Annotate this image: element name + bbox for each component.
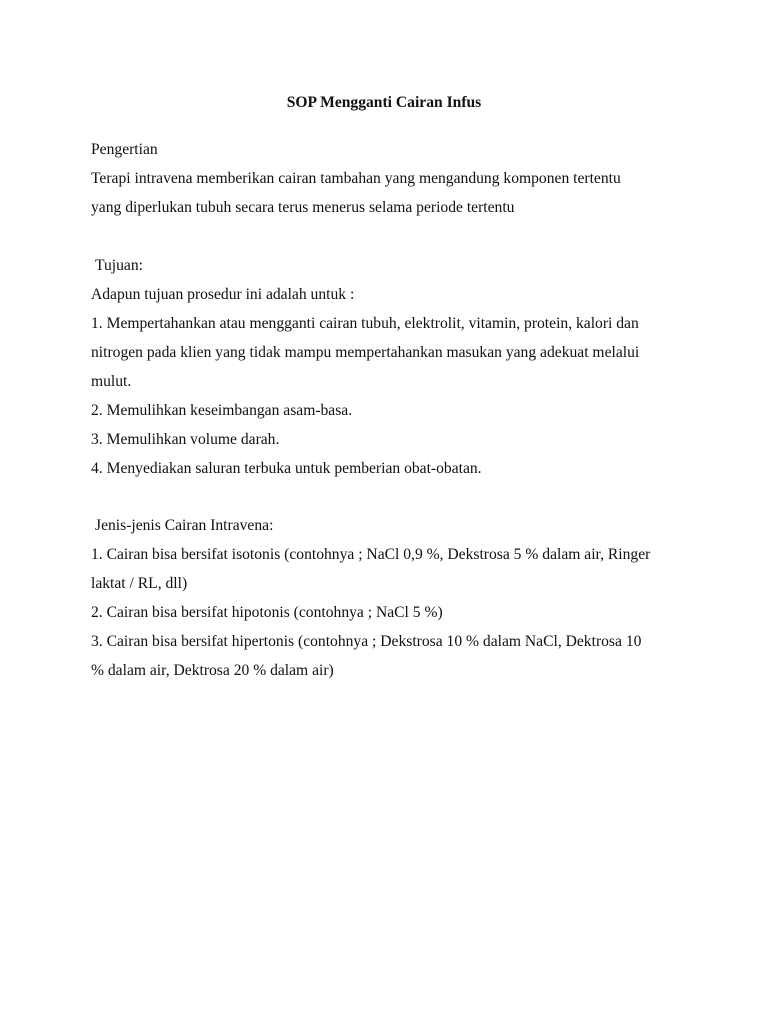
tujuan-line-1: 1. Mempertahankan atau mengganti cairan tubuh, elektrolit, vitamin, protein, kalori dan [91,315,639,332]
pengertian-line-2: yang diperlukan tubuh secara terus menerus selama periode tertentu [91,199,515,216]
tujuan-line-4: 2. Memulihkan keseimbangan asam-basa. [91,402,353,419]
tujuan-line-6: 4. Menyediakan saluran terbuka untuk pemberian obat-obatan. [91,460,482,477]
jenis-line-4: 3. Cairan bisa bersifat hipertonis (contohnya ; Dekstrosa 10 % dalam NaCl, Dektrosa 10 [91,633,642,650]
jenis-line-1: 1. Cairan bisa bersifat isotonis (contohnya ; NaCl 0,9 %, Dekstrosa 5 % dalam air, Ringer [91,546,651,563]
pengertian-line-1: Terapi intravena memberikan cairan tambahan yang mengandung komponen tertentu [91,170,621,187]
pengertian-heading: Pengertian [91,141,158,158]
jenis-heading: Jenis-jenis Cairan Intravena: [95,517,274,534]
jenis-line-2: laktat / RL, dll) [91,575,188,592]
tujuan-heading: Tujuan: [95,257,143,274]
tujuan-line-3: mulut. [91,373,132,390]
tujuan-intro: Adapun tujuan prosedur ini adalah untuk : [91,286,355,303]
tujuan-line-2: nitrogen pada klien yang tidak mampu mempertahankan masukan yang adekuat melalui [91,344,640,361]
tujuan-line-5: 3. Memulihkan volume darah. [91,431,280,448]
jenis-line-3: 2. Cairan bisa bersifat hipotonis (contohnya ; NaCl 5 %) [91,604,443,621]
document-title: SOP Mengganti Cairan Infus [286,94,482,111]
jenis-line-5: % dalam air, Dektrosa 20 % dalam air) [91,662,334,679]
